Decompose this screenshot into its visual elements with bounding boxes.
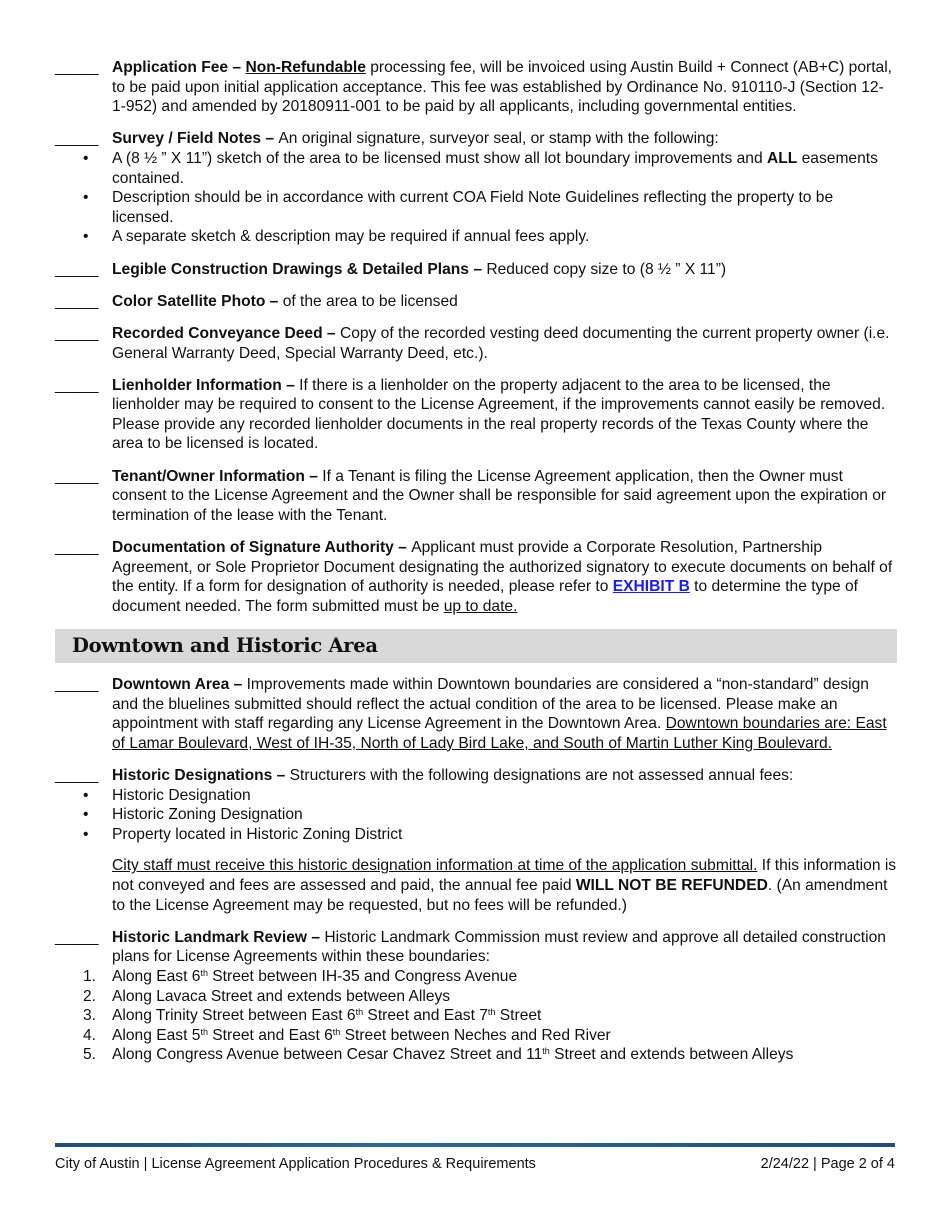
text-run: Along Congress Avenue between Cesar Chavez Street and 11 [112, 1046, 543, 1064]
text-run: th [355, 1007, 364, 1018]
checklist-item-lienholder-information [55, 376, 897, 454]
text-run: th [542, 1046, 550, 1057]
footer-rule [55, 1143, 895, 1147]
checkbox-blank-line[interactable]: _____ [55, 324, 99, 342]
checkbox-blank-line[interactable]: _____ [55, 292, 99, 310]
text-run: Improvements made within Downtown boundaries are considered a “non-standard” design and the bluelines submitted should reflect the actual condition of the area to be licensed. Please make an appointment with staff regarding any License Agreement in the Downtown Area. [112, 676, 869, 733]
checklist-item-application-fee [55, 58, 897, 117]
text-run: ALL [766, 149, 798, 167]
text-run: Historic Landmark Commission must review and approve all detailed construction plans for License Agreements within these boundaries: [112, 928, 886, 966]
text-run: Street between IH-35 and Congress Avenue [207, 967, 518, 985]
list-item [55, 805, 897, 825]
item-text [55, 766, 897, 786]
list-number: 4. [83, 1026, 97, 1044]
list-item [55, 149, 897, 188]
checkbox-blank-line[interactable]: _____ [55, 130, 99, 148]
bullet-icon: • [83, 149, 89, 167]
checklist-item-satellite-photo [55, 292, 897, 312]
checklist-item-construction-drawings [55, 260, 897, 280]
text-run: Historic Designation [112, 786, 251, 804]
text-run: A (8 ½ ” X 11”) sketch of the area to be licensed must show all lot boundary improvements and [112, 149, 767, 167]
exhibit-link[interactable]: EXHIBIT B [612, 578, 690, 596]
text-run: City staff must receive this historic designation information at time of the application submittal. [112, 857, 758, 875]
checkbox-blank-line[interactable]: _____ [55, 467, 99, 485]
document-body [55, 58, 897, 1077]
text-run: Copy of the recorded vesting deed documenting the current property owner (i.e. General Warranty Deed, Special Warranty Deed, etc.). [112, 324, 890, 362]
page-footer [55, 1155, 895, 1175]
bullet-list [55, 786, 897, 845]
text-run: Documentation of Signature Authority – [112, 539, 412, 557]
checklist-item-historic-landmark-review [55, 928, 897, 1065]
text-run: Non-Refundable [245, 59, 366, 76]
list-item [55, 188, 897, 227]
text-run: Street between Neches and Red River [340, 1026, 611, 1044]
text-run: WILL NOT BE REFUNDED [575, 876, 768, 894]
text-run: Reduced copy size to (8 ½ ” X 11”) [486, 260, 727, 278]
text-run: Survey / Field Notes – [112, 130, 279, 148]
checkbox-blank-line[interactable]: _____ [55, 376, 99, 394]
list-number: 1. [83, 967, 97, 985]
list-number: 2. [83, 987, 97, 1005]
text-run: Legible Construction Drawings & Detailed Plans – [112, 260, 487, 278]
checkbox-blank-line[interactable]: _____ [55, 928, 99, 946]
text-run: Street [495, 1007, 542, 1025]
checklist-item-historic-designations [55, 766, 897, 915]
text-run: Description should be in accordance with current COA Field Note Guidelines reflecting the property to be licensed. [112, 189, 834, 226]
item-text [55, 928, 897, 967]
footer-title: City of Austin | License Agreement Application Procedures & Requirements [55, 1156, 536, 1172]
text-run: Tenant/Owner Information – [112, 467, 323, 485]
text-run: Applicant must provide a Corporate Resolution, Partnership Agreement, or Sole Proprietor Document designating the authorized signatory to execute documents on behalf of the entity. If a form for designation of authority is needed, please refer to [112, 539, 893, 596]
text-run: th [487, 1007, 496, 1018]
item-text [112, 538, 897, 616]
bullet-icon: • [83, 786, 89, 804]
text-run: . (An amendment to the License Agreement may be requested, but no fees will be refunded.) [112, 876, 888, 914]
item-text [112, 324, 897, 363]
checkbox-blank-line[interactable]: _____ [55, 766, 99, 784]
item-text [112, 58, 897, 117]
item-note [55, 856, 897, 915]
list-item [55, 987, 897, 1007]
text-run: Street and East 7 [363, 1007, 488, 1025]
text-run: If there is a lienholder on the property adjacent to the area to be licensed, the lienholder may be required to consent to the License Agreement, if the improvements cannot easily be removed. Please provide any recorded lienholder documents in the real property records of the Texas County where the area to be licensed is located. [112, 376, 886, 453]
text-run: Historic Landmark Review – [112, 928, 325, 946]
text-run: Downtown boundaries are: East of Lamar Boulevard, West of IH-35, North of Lady Bird Lake, and South of Martin Luther King Boulevard. [112, 715, 887, 752]
text-run: to determine the type of document needed. The form submitted must be [112, 578, 859, 615]
text-run: Along East 5 [112, 1026, 201, 1044]
bullet-list [55, 149, 897, 247]
bullet-icon: • [83, 825, 89, 843]
list-item [55, 967, 897, 987]
item-text [55, 129, 897, 149]
footer-page-info: 2/24/22 | Page 2 of 4 [760, 1156, 895, 1172]
text-run: Color Satellite Photo – [112, 292, 283, 310]
list-item [55, 786, 897, 806]
text-run: Lienholder Information – [112, 376, 300, 394]
text-run: Street and East 6 [207, 1026, 333, 1044]
list-item [55, 1045, 897, 1065]
text-run: Historic Zoning Designation [112, 806, 303, 824]
checkbox-blank-line[interactable]: _____ [55, 59, 99, 76]
text-run: Historic Designations – [112, 766, 290, 784]
bullet-icon: • [83, 806, 89, 824]
text-run: Along Lavaca Street and extends between Alleys [112, 987, 451, 1005]
text-run: processing fee, will be invoiced using Austin Build + Connect (AB+C) portal, to be paid upon initial application acceptance. This fee was established by Ordinance No. 910110-J (Section 12-1-952) and amended by 20180911-001 to be paid by all applicants, including governmental entities. [112, 59, 893, 116]
text-run: up to date. [443, 597, 518, 615]
checklist-top [55, 58, 897, 616]
text-run: A separate sketch & description may be required if annual fees apply. [112, 228, 590, 246]
list-item [55, 825, 897, 845]
item-text [112, 376, 897, 454]
checkbox-blank-line[interactable]: _____ [55, 539, 99, 557]
checklist-item-signature-authority [55, 538, 897, 616]
list-number: 5. [83, 1046, 97, 1064]
text-run: th [200, 967, 208, 978]
list-item [55, 1006, 897, 1026]
section-heading: Downtown and Historic Area [55, 629, 897, 663]
text-run: th [332, 1026, 341, 1037]
text-run: Street and extends between Alleys [549, 1046, 794, 1064]
text-run: Recorded Conveyance Deed – [112, 324, 340, 342]
text-run: Application Fee – [112, 59, 246, 76]
item-text [112, 675, 897, 753]
text-run: If this information is not conveyed and fees are assessed and paid, the annual fee paid [112, 857, 897, 894]
checklist-item-conveyance-deed [55, 324, 897, 363]
text-run: Downtown Area – [112, 676, 247, 693]
list-number: 3. [83, 1007, 97, 1025]
checkbox-blank-line[interactable]: _____ [55, 676, 99, 693]
item-text [112, 260, 897, 280]
list-item [55, 227, 897, 247]
text-run: Property located in Historic Zoning District [112, 825, 403, 843]
checklist-item-tenant-owner-information [55, 467, 897, 526]
text-run: Structurers with the following designations are not assessed annual fees: [289, 766, 794, 784]
checklist-item-survey-field-notes [55, 129, 897, 247]
item-text [112, 292, 897, 312]
text-run: easements contained. [112, 149, 878, 187]
text-run: Along Trinity Street between East 6 [112, 1007, 356, 1025]
list-item [55, 1026, 897, 1046]
bullet-icon: • [83, 189, 89, 207]
text-run: An original signature, surveyor seal, or stamp with the following: [278, 130, 719, 148]
item-text [112, 467, 897, 526]
text-run: Along East 6 [112, 967, 201, 985]
text-run: of the area to be licensed [282, 292, 458, 310]
text-run: If a Tenant is filing the License Agreement application, then the Owner must consent to the License Agreement and the Owner shall be responsible for said agreement upon the expiration or termination of the lease with the Tenant. [112, 467, 887, 524]
checkbox-blank-line[interactable]: _____ [55, 260, 99, 278]
checklist-bottom [55, 675, 897, 1065]
text-run: th [200, 1026, 208, 1037]
bullet-icon: • [83, 228, 89, 246]
checklist-item-downtown-area [55, 675, 897, 753]
numbered-list [55, 967, 897, 1065]
